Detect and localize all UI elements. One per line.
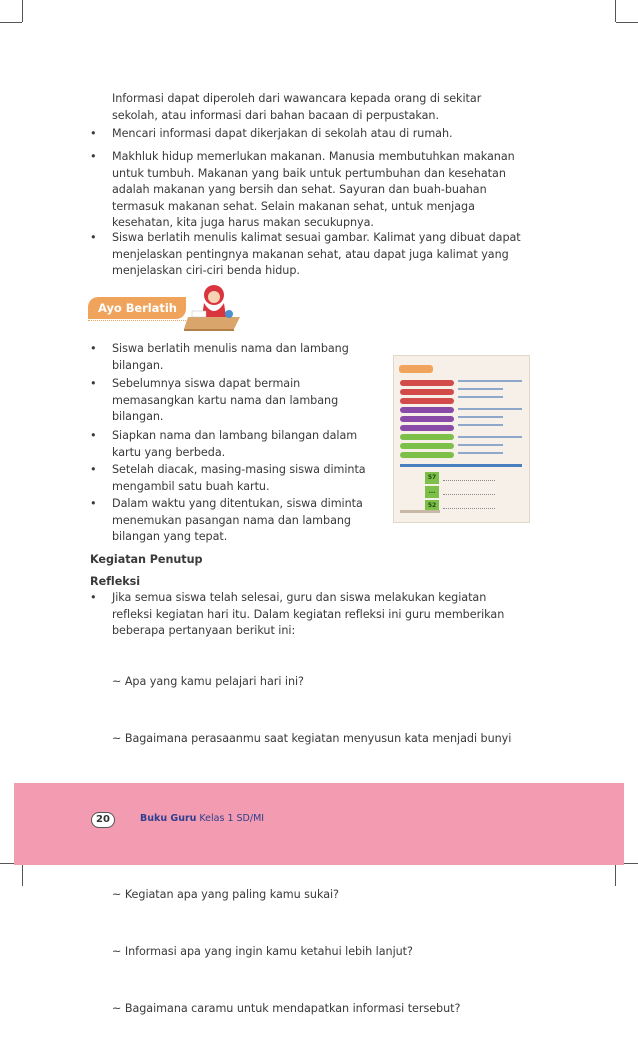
bullet-item: • Mencari informasi dapat dikerjakan di sekolah atau di rumah. [90,127,453,140]
page-number: 20 [91,812,115,828]
bullet-item: • Dalam waktu yang ditentukan, siswa diminta menemukan pasangan nama dan lambang bilangan yang tepat. [90,497,363,544]
question-item: ~ Apa yang kamu pelajari hari ini? [112,675,304,689]
subsection-heading: Refleksi [90,575,141,588]
bullet-item: • Jika semua siswa telah selesai, guru dan siswa melakukan kegiatan refleksi kegiatan hari itu. Dalam kegiatan refleksi ini guru memberikan beberapa pertanyaan berikut ini: [90,591,505,638]
bullet-item: • Siapkan nama dan lambang bilangan dalam kartu yang berbeda. [90,429,358,459]
question-item: ~ Kegiatan apa yang paling kamu sukai? [112,888,339,902]
crop-mark [22,0,23,22]
section-heading: Kegiatan Penutup [90,553,203,566]
crop-mark [22,864,23,886]
student-writing-illustration [184,283,244,333]
footer-title: Buku Guru Kelas 1 SD/MI [140,813,265,824]
question-item: ~ Bagaimana perasaanmu saat kegiatan menyusun kata menjadi bunyi [112,731,512,745]
thumbnail-number-card: ... [425,486,439,498]
bullet-item: • Setelah diacak, masing-masing siswa diminta mengambil satu buah kartu. [90,463,366,493]
bullet-item: • Siswa berlatih menulis kalimat sesuai gambar. Kalimat yang dibuat dapat menjelaskan pentingnya makanan sehat, atau dapat juga kalimat yang menjelaskan ciri-ciri benda hidup. [90,231,521,278]
intro-paragraph: Informasi dapat diperoleh dari wawancara kepada orang di sekitar sekolah, atau informasi dari bahan bacaan di perpustakan. [112,92,482,122]
thumbnail-number-card: 52 [425,500,439,512]
bullet-item: • Sebelumnya siswa dapat bermain memasangkan kartu nama dan lambang bilangan. [90,377,339,424]
crop-mark [615,0,616,22]
crop-mark [616,22,638,23]
thumbnail-header [399,365,433,373]
thumbnail-text-lines [458,380,522,460]
question-item: ~ Bagaimana caramu untuk mendapatkan informasi tersebut? [112,1001,461,1015]
question-item: ~ Informasi apa yang ingin kamu ketahui lebih lanjut? [112,945,413,959]
ayo-berlatih-badge: Ayo Berlatih [88,297,186,319]
thumbnail-counting-rows [400,380,454,461]
bullet-item: • Siswa berlatih menulis nama dan lambang bilangan. [90,342,349,372]
ayo-berlatih-section [88,283,248,337]
crop-mark [0,22,22,23]
bullet-item: • Makhluk hidup memerlukan makanan. Manusia membutuhkan makanan untuk tumbuh. Makanan yang baik untuk pertumbuhan dan kesehatan adalah makanan yang bersih dan sehat. Sayuran dan buah-buahan termasuk makanan sehat. Selain makanan sehat, untuk menjaga kesehatan, kita juga harus makan secukupnya. [90,150,515,230]
thumbnail-instruction [400,464,522,467]
crop-mark [615,864,616,886]
workbook-page-thumbnail [393,355,530,523]
thumbnail-number-card: 57 [425,472,439,484]
